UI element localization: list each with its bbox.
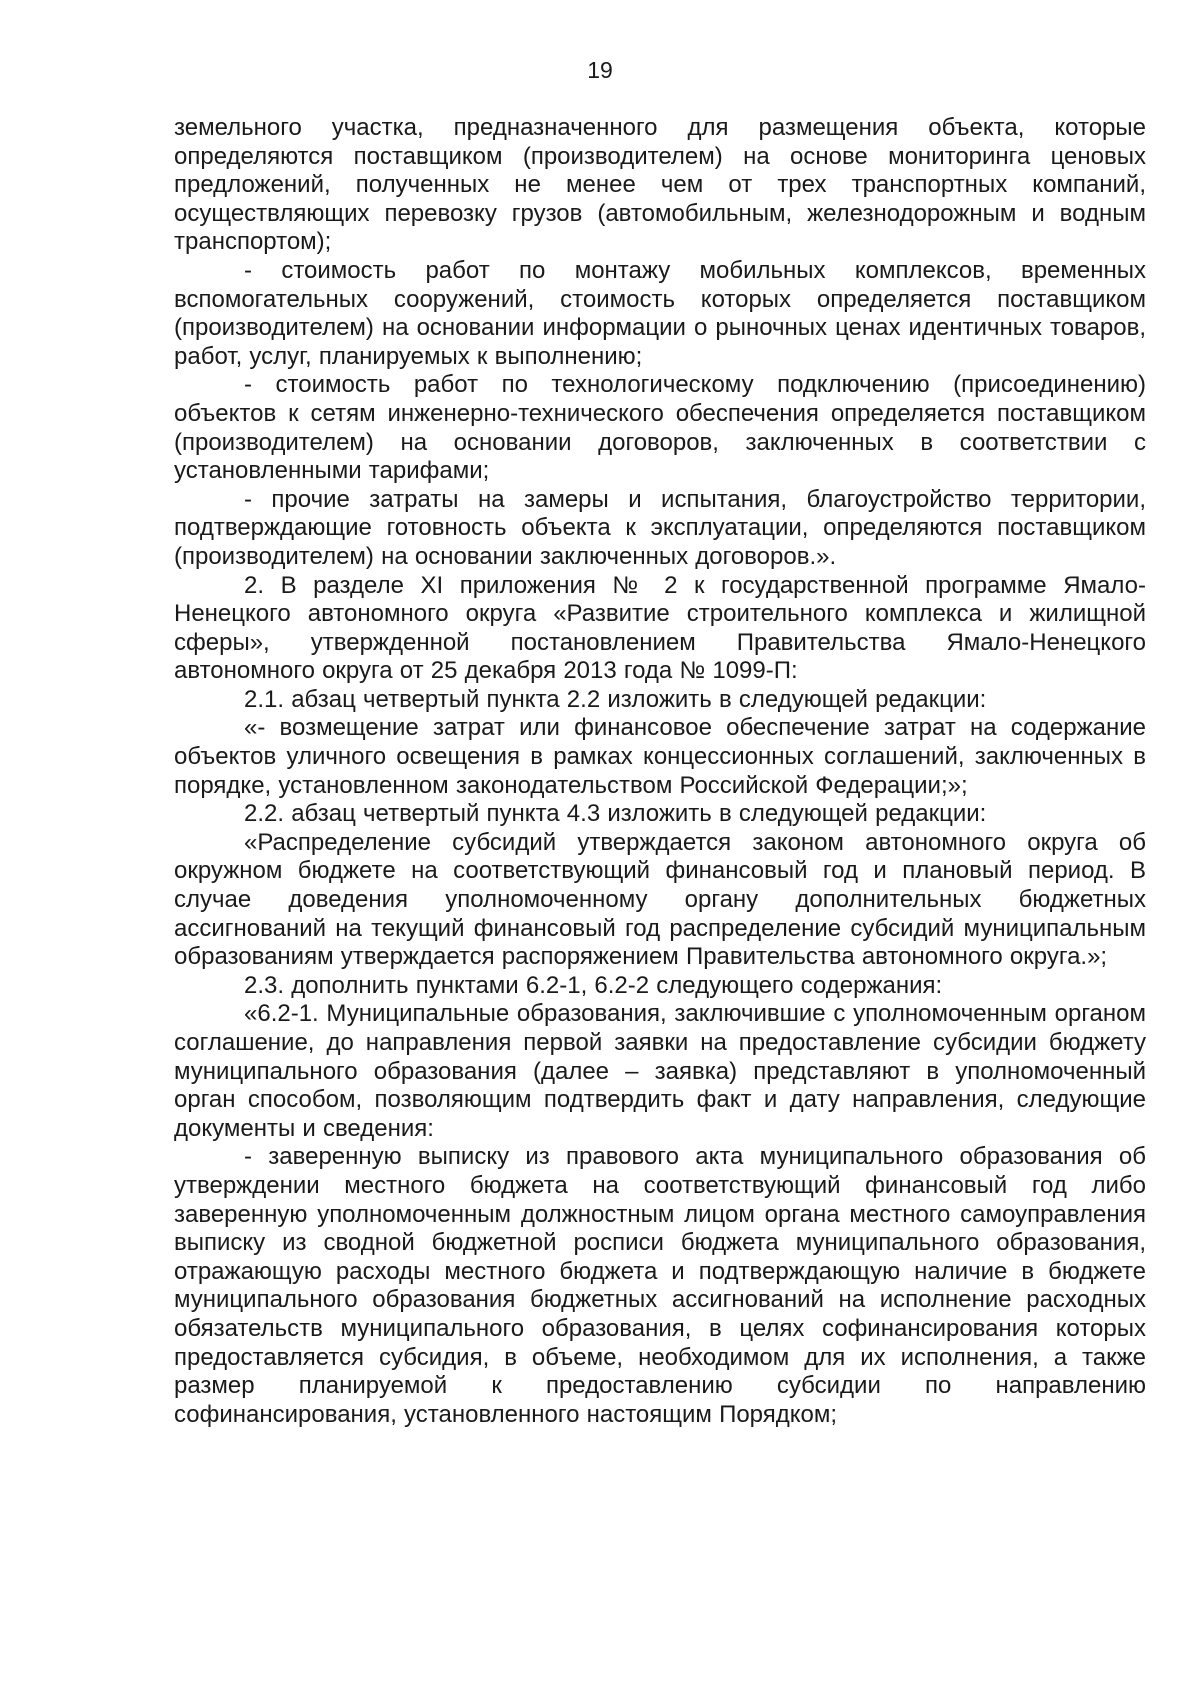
paragraph-item-6-2-1: «6.2-1. Муниципальные образования, заключившие с уполномоченным органом соглашение, до направления первой заявки на предоставление субсидии бюджету муниципального образования (далее – заявка) представляют в уполномоченный орган способом, позволяющим подтвердить факт и дату направления, следующие документы и сведения:: [174, 1000, 1146, 1142]
paragraph-item-2-2: 2.2. абзац четвертый пункта 4.3 изложить в следующей редакции:: [244, 800, 987, 828]
paragraph-street-lighting: «- возмещение затрат или финансовое обеспечение затрат на содержание объектов уличного освещения в рамках концессионных соглашений, заключенных в порядке, установленном законодательством Российской Федерации;»;: [174, 714, 1146, 799]
paragraph-continuation: земельного участка, предназначенного для размещения объекта, которые определяются поставщиком (производителем) на основе мониторинга ценовых предложений, полученных не менее чем от трех транспортных компаний, осуществляющих перевозку грузов (автомобильным, железнодорожным и водным транспортом);: [174, 114, 1146, 256]
document-body: [174, 114, 1146, 1429]
paragraph-other-costs: - прочие затраты на замеры и испытания, благоустройство территории, подтверждающие готовность объекта к эксплуатации, определяются поставщиком (производителем) на основании заключенных договоров.».: [174, 485, 1146, 570]
paragraph-item-2-3: 2.3. дополнить пунктами 6.2-1, 6.2-2 следующего содержания:: [244, 971, 943, 999]
paragraph-budget-extract: - заверенную выписку из правового акта муниципального образования об утверждении местного бюджета на соответствующий финансовый год либо заверенную уполномоченным должностным лицом органа местного самоуправления выписку из сводной бюджетной росписи бюджета муниципального образования, отражающую расходы местного бюджета и подтверждающую наличие в бюджете муниципального образования бюджетных ассигнований на исполнение расходных обязательств муниципального образования, в целях софинансирования которых предоставляется субсидия, в объеме, необходимом для их исполнения, а также размер планируемой к предоставлению субсидии по направлению софинансирования, установленного настоящим Порядком;: [174, 1143, 1146, 1428]
paragraph-connection-costs: - стоимость работ по технологическому подключению (присоединению) объектов к сетям инженерно-технического обеспечения определяется поставщиком (производителем) на основании договоров, заключенных в соответствии с установленными тарифами;: [174, 371, 1146, 485]
paragraph-subsidy-distribution: «Распределение субсидий утверждается законом автономного округа об окружном бюджете на соответствующий финансовый год и плановый период. В случае доведения уполномоченному органу дополнительных бюджетных ассигнований на текущий финансовый год распределение субсидий муниципальным образованиям утверждается распоряжением Правительства автономного округа.»;: [174, 828, 1146, 971]
paragraph-section-2: 2. В разделе XI приложения № 2 к государственной программе Ямало-Ненецкого автономного округа «Развитие строительного комплекса и жилищной сферы», утвержденной постановлением Правительства Ямало-Ненецкого автономного округа от 25 декабря 2013 года № 1099-П:: [174, 571, 1146, 685]
paragraph-mobile-complex-costs: - стоимость работ по монтажу мобильных комплексов, временных вспомогательных сооружений, стоимость которых определяется поставщиком (производителем) на основании информации о рыночных ценах идентичных товаров, работ, услуг, планируемых к выполнению;: [174, 256, 1146, 370]
page-number: 19: [587, 57, 613, 83]
paragraph-item-2-1: 2.1. абзац четвертый пункта 2.2 изложить в следующей редакции:: [244, 685, 987, 713]
